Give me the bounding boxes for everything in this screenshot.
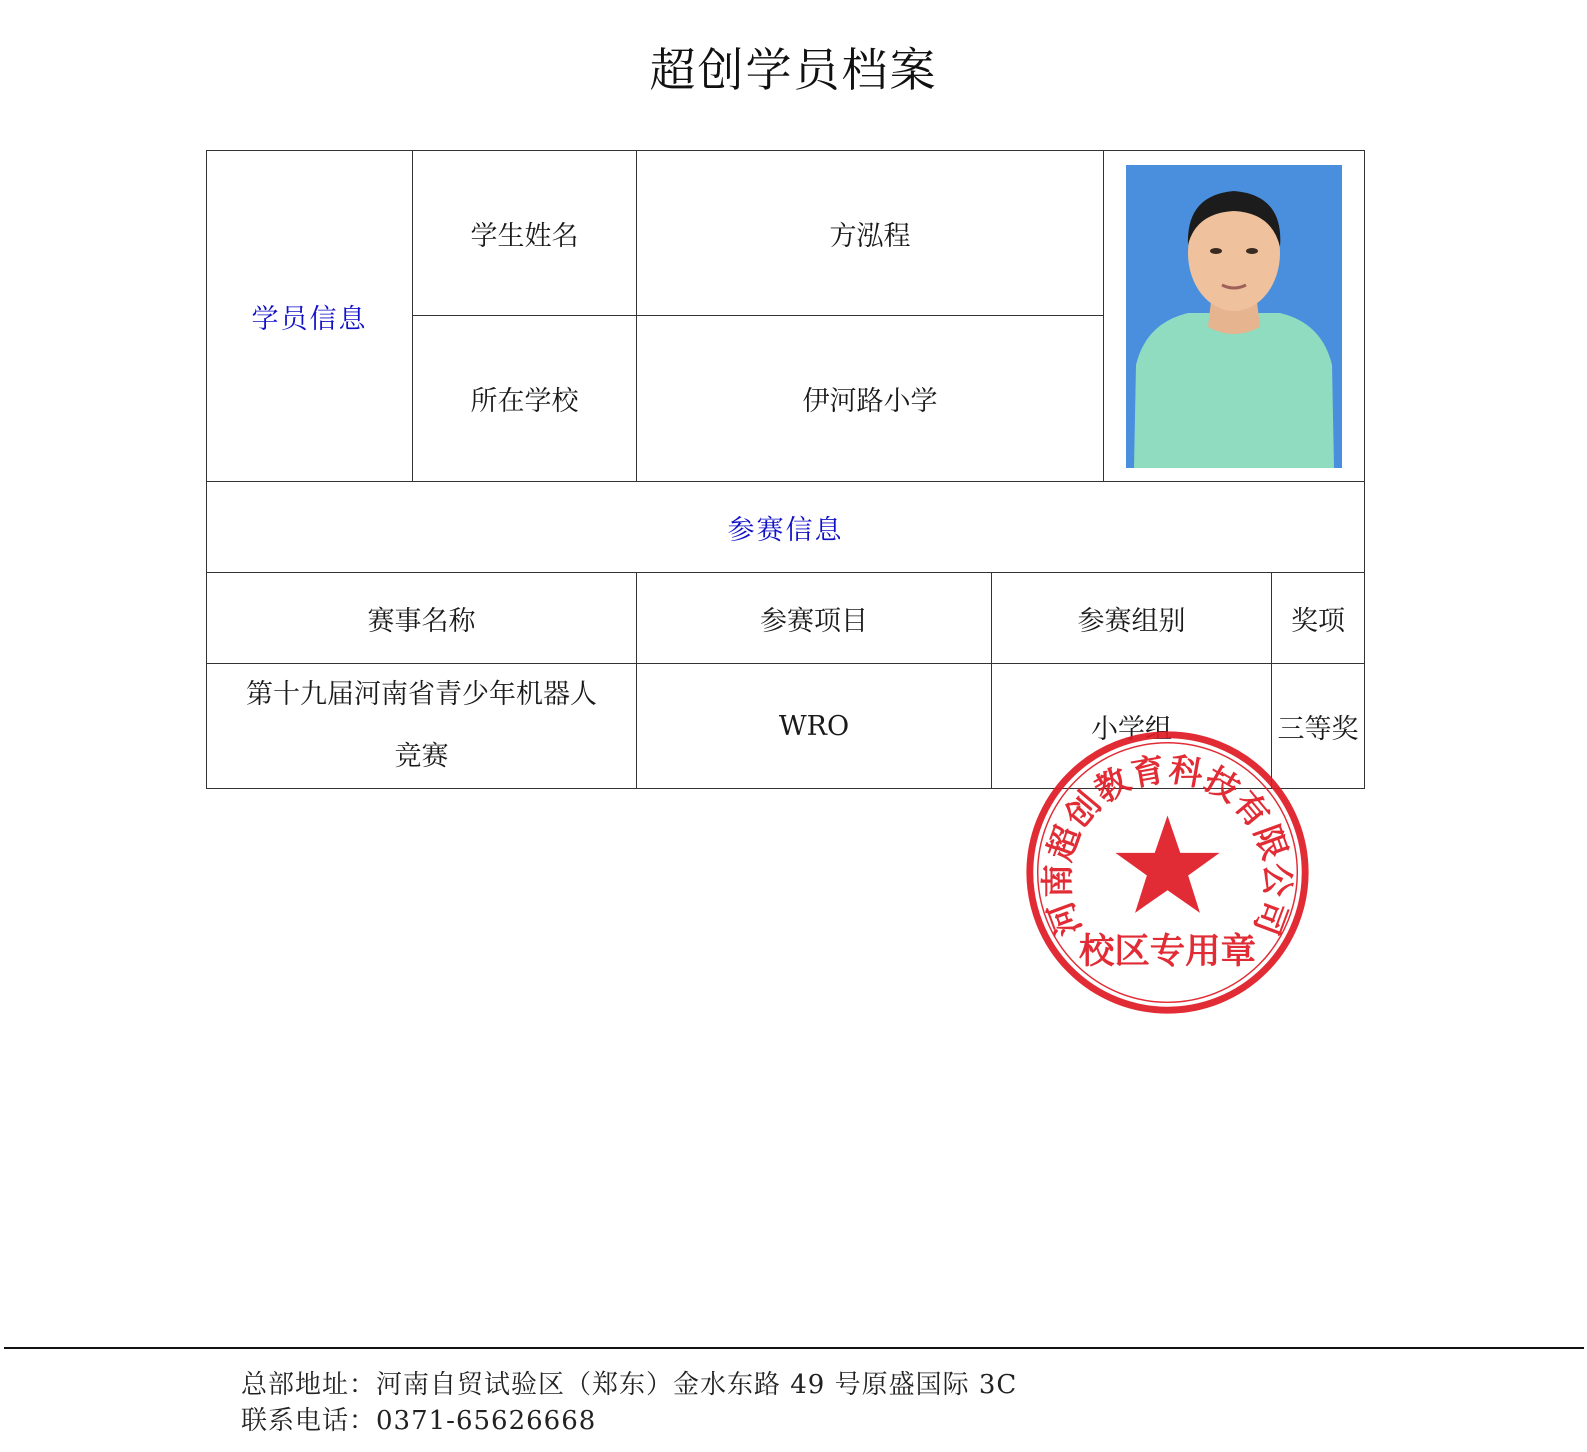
seal-arc-text: 河南超创教育科技有限公司	[1038, 749, 1297, 942]
competition-info-label: 参赛信息	[207, 482, 1365, 573]
footer-address: 总部地址：河南自贸试验区（郑东）金水东路 49 号原盛国际 3C	[241, 1370, 1018, 1400]
student-name-value: 方泓程	[637, 151, 1104, 316]
seal-star-icon	[1115, 815, 1219, 912]
school-label: 所在学校	[413, 316, 637, 482]
competition-info-row	[207, 482, 1365, 573]
event-name-line2: 竞赛	[394, 741, 449, 772]
event-name-line1: 第十九届河南省青少年机器人	[246, 679, 597, 710]
portrait-image	[1126, 165, 1342, 468]
header-award: 奖项	[1272, 573, 1365, 664]
footer-divider	[4, 1347, 1584, 1349]
header-project: 参赛项目	[637, 573, 992, 664]
student-name-label: 学生姓名	[413, 151, 637, 316]
event-name-cell	[207, 664, 637, 789]
student-record-table	[206, 150, 1365, 789]
company-seal	[1020, 725, 1315, 1020]
student-name-row	[207, 151, 1365, 316]
header-group: 参赛组别	[992, 573, 1272, 664]
document-title: 超创学员档案	[649, 43, 938, 97]
school-value: 伊河路小学	[637, 316, 1104, 482]
footer-phone: 联系电话：0371-65626668	[241, 1406, 597, 1436]
group-cell: 小学组	[992, 664, 1272, 789]
award-cell: 三等奖	[1272, 664, 1365, 789]
seal-center-text: 校区专用章	[1079, 930, 1256, 972]
header-event-name: 赛事名称	[207, 573, 637, 664]
competition-header-row	[207, 573, 1365, 664]
student-info-label: 学员信息	[207, 151, 413, 482]
project-cell: WRO	[637, 664, 992, 789]
student-photo	[1126, 165, 1342, 468]
photo-cell	[1104, 151, 1365, 482]
